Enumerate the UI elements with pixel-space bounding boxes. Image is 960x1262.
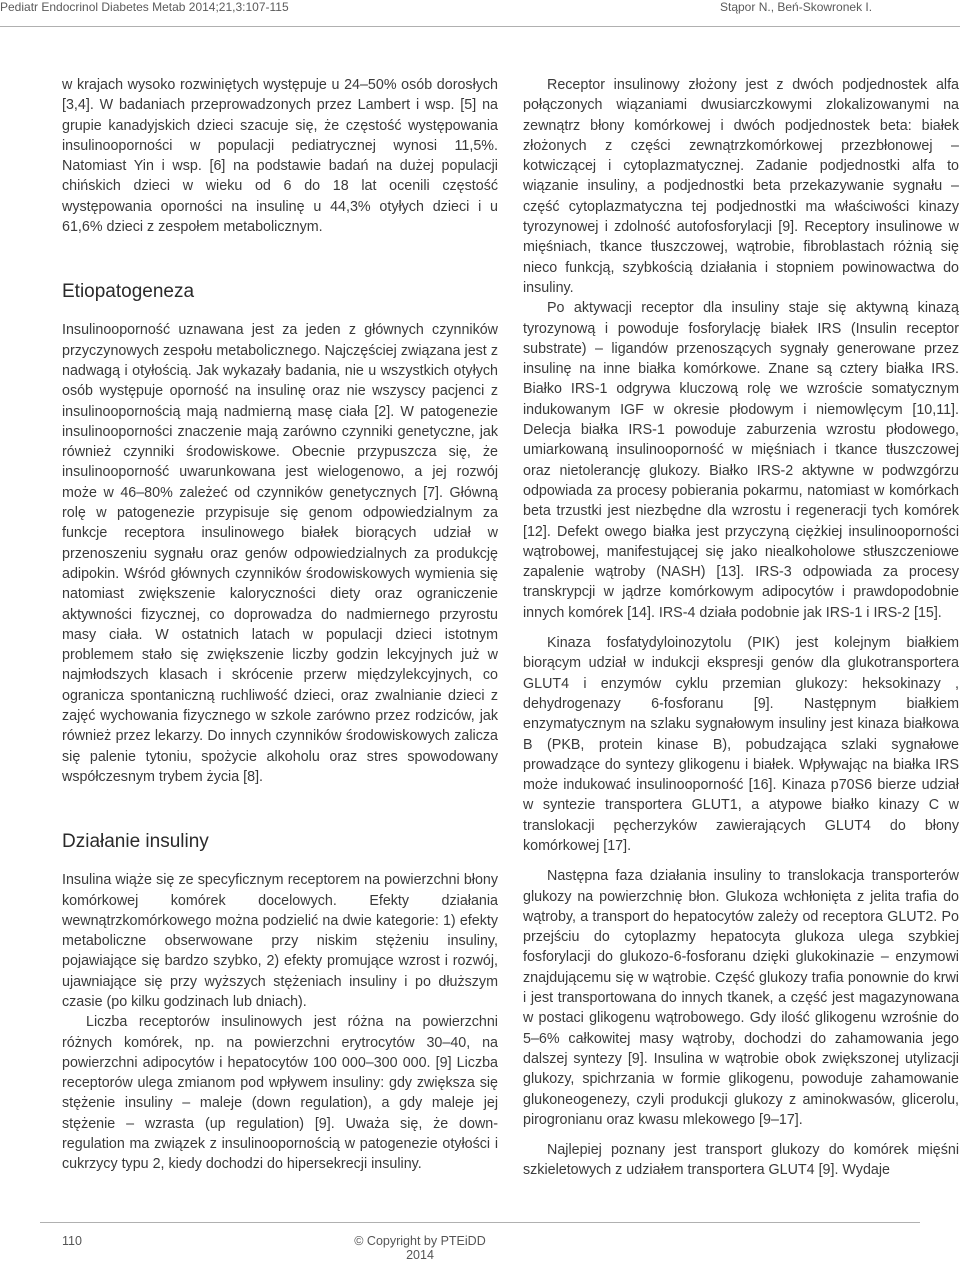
pik-paragraph: Kinaza fosfatydyloinozytolu (PIK) jest kolejnym białkiem biorącym udział w indukcji ekspresji genów dla glukotransportera GLUT4 i enzymów cyklu przemian glukozy: heksokinazy , dehydrogenazy 6-fosforanu [9]. Następnym białkiem enzymatycznym na szlaku sygnałowym insuliny jest kinaza białkowa B (PKB, protein kinase B), pobudzająca szlaki sygnałowe prowadzące do syntezy glikogenu i białek. Wpływając na białka IRS może indukować insulinooporność [16]. Kinaza p70S6 bierze udział w syntezie transportera GLUT1, a atypowe białko kinazy C w translokacji pęcherzyków zawierających GLUT4 do błony komórkowej [17]. (523, 635, 959, 854)
section-heading-etiopatogeneza: Etiopatogeneza (62, 281, 195, 303)
footer-divider (40, 1222, 920, 1223)
dzialanie-paragraph-2: Liczba receptorów insulinowych jest różna na powierzchni różnych komórek, np. na powierzchni erytrocytów 30–40, na powierzchni adipocytów i hepatocytów 100 000–300 000. [9] Liczba receptorów ulega zmianom pod wpływem insuliny: gdy zwiększa się stężenie insuliny – maleje (down regulation), a gdy maleje jej stężenie – wzrasta (up regulation) [9]. Uważa się, że down-regulation ma związek z insulinoopornością w patogenezie otyłości i cukrzycy typu 2, kiedy dochodzi do hipersekrecji insuliny. (62, 1014, 498, 1173)
intro-paragraph: w krajach wysoko rozwiniętych występuje u 24–50% osób dorosłych [3,4]. W badaniach przeprowadzonych przez Lambert i wsp. [5] na grupie kanadyjskich dzieci szacuje się, że częstość występowania insulinooporności w populacji pediatrycznej wynosi 11,5%. Natomiast Yin i wsp. [6] na podstawie badań na dużej populacji chińskich dzieci w wieku od 6 do 18 lat ocenili częstość występowania oporności na insulinę u 44,3% otyłych dzieci i u 61,6% dzieci z zespołem metabolicznym. (62, 77, 498, 236)
translocation-paragraph: Następna faza działania insuliny to translokacja transporterów glukozy na powierzchnię błon. Glukoza wchłonięta z jelita trafia do wątroby, a transport do hepatocytów zależy od receptora GLUT2. Po przejściu do cytoplazmy hepatocyta glukoza ulega szybkiej fosforylacji do glukozo-6-fosforanu dzięki glukokinazie – enzymowi znajdującemu się w wątrobie. Część glukozy trafia ponownie do krwi i jest transportowana do innych tkanek, a część jest magazynowana w postaci glikogenu wątrobowego. Gdy ilość glikogenu wzrośnie do 5–6% całkowitej masy wątroby, dochodzi do zahamowania jego dalszej syntezy [9]. Insulina w wątrobie obok zwiększonej utylizacji glukozy, spichrzania w formie glikogenu, powoduje zahamowanie glukoneogenezy, czyli produkcji glukozy z aminokwasów, glicerolu, pirogronianu oraz kwasu mlekowego [9–17]. (523, 868, 959, 1128)
dzialanie-paragraph-1: Insulina wiąże się ze specyficznym receptorem na powierzchni błony komórkowej komórek docelowych. Efekty działania wewnątrzkomórkowego można podzielić na dwie kategorie: 1) efekty metaboliczne obserwowane przy niskim stężeniu insuliny, pojawiające się bardzo szybko, 2) efekty promujące wzrost i rozwój, ujawniające się przy wyższych stężeniach insuliny i po dłuższym czasie (po kilku godzinach lub dniach). (62, 872, 498, 1010)
irs-paragraph: Po aktywacji receptor dla insuliny staje się aktywną kinazą tyrozynową i powoduje fosforylację białek IRS (Insulin receptor substrate) – ligandów przenoszących sygnały generowane przez insulinę na inne białka komórkowe. Znane są cztery białka IRS. Białko IRS-1 odgrywa kluczową rolę we wzroście somatycznym indukowanym IGF w okresie płodowym i niemowlęcym [10,11]. Delecja białka IRS-1 powoduje zaburzenia wzrostu płodowego, umiarkowaną insulinooporność w mięśniach i tkance tłuszczowej oraz nietolerancję glukozy. Białko IRS-2 aktywne w podwzgórzu odpowiada za procesy pobierania pokarmu, natomiast w komórkach beta trzustki jest niezbędne dla wzrostu i regeneracji tych komórek [12]. Defekt owego białka jest przyczyną ciężkiej insulinooporności wątrobowej, manifestującej się jako niealkoholowe stłuszczeniowe zapalenie wątroby (NASH) [13]. IRS-3 odpowiada za procesy transkrypcji w jądrze komórkowym adipocytów i prawdopodobnie innych komórek [14]. IRS-4 działa podobnie jak IRS-1 i IRS-2 [15]. (523, 300, 959, 621)
receptor-paragraph: Receptor insulinowy złożony jest z dwóch podjednostek alfa połączonych wiązaniami dwusiarczkowymi zlokalizowanymi na zewnątrz błony komórkowej i dwóch podjednostek beta: białek złożonych z części zewnątrzkomórkowej przezbłonowej – kotwiczącej i cytoplazmatycznej. Zadanie podjednostki alfa to wiązanie insuliny, a podjednostki beta przekazywanie sygnału – część cytoplazmatyczna tej podjednostki ma właściwości kinazy tyrozynowej i zdolność autofosforylacji [9]. Receptory insulinowe w mięśniach, tkance tłuszczowej, wątrobie, fibroblastach różnią się nieco funkcją, szybkością działania i stopniem powinowactwa do insuliny. (523, 77, 959, 296)
section-heading-dzialanie-insuliny: Działanie insuliny (62, 831, 209, 853)
page-number: 110 (62, 1234, 82, 1248)
running-header (0, 0, 960, 27)
glut4-paragraph: Najlepiej poznany jest transport glukozy do komórek mięśni szkieletowych z udziałem transportera GLUT4 [9]. Wydaje (523, 1142, 959, 1179)
journal-citation: Pediatr Endocrinol Diabetes Metab 2014;21,3:107-115 (0, 0, 289, 14)
left-column (62, 75, 498, 1175)
copyright-notice: © Copyright by PTEiDD 2014 (354, 1234, 486, 1262)
article-authors: Stąpor N., Beń-Skowronek I. (720, 0, 873, 14)
right-column (523, 75, 959, 1181)
etiopatogeneza-paragraph: Insulinooporność uznawana jest za jeden z głównych czynników przyczynowych zespołu metabolicznego. Najczęściej związana jest z nadwagą i otyłością. Jak wykazały badania, nie u wszystkich otyłych osób występuje oporność na insulinę oraz nie wszyscy pacjenci z insulinoopornością mają nadmierną masę ciała [2]. W patogenezie insulinooporności znaczenie mają zarówno czynniki genetyczne, jak również czynniki środowiskowe. Obecnie przypuszcza się, że insulinooporność uwarunkowana jest wielogenowo, a jej rozwój może w 46–80% zależeć od czynników genetycznych [7]. Główną rolę w patogenezie przypisuje się genom odpowiedzialnym za funkcje receptora insulinowego białek biorących udział w przenoszeniu sygnału oraz genów odpowiedzialnych za produkcję adipokin. Wśród głównych czynników środowiskowych wymienia się natomiast zwiększenie kaloryczności diety oraz ograniczenie aktywności fizycznej, co doprowadza do nadmiernego przyrostu masy ciała. W ostatnich latach w populacji dzieci istotnym problemem stało się zwiększenie liczby godzin lekcyjnych już w najmłodszych klasach i skrócenie przerw międzylekcyjnych, co ogranicza spontaniczną ruchliwość dzieci, oraz zwalnianie dzieci z zajęć wychowania fizycznego w szkole zarówno przez rodziców, jak również przez lekarzy. Do innych czynników środowiskowych zalicza się palenie tytoniu, spożycie alkoholu oraz stres spowodowany współczesnym trybem życia [8]. (62, 322, 498, 785)
